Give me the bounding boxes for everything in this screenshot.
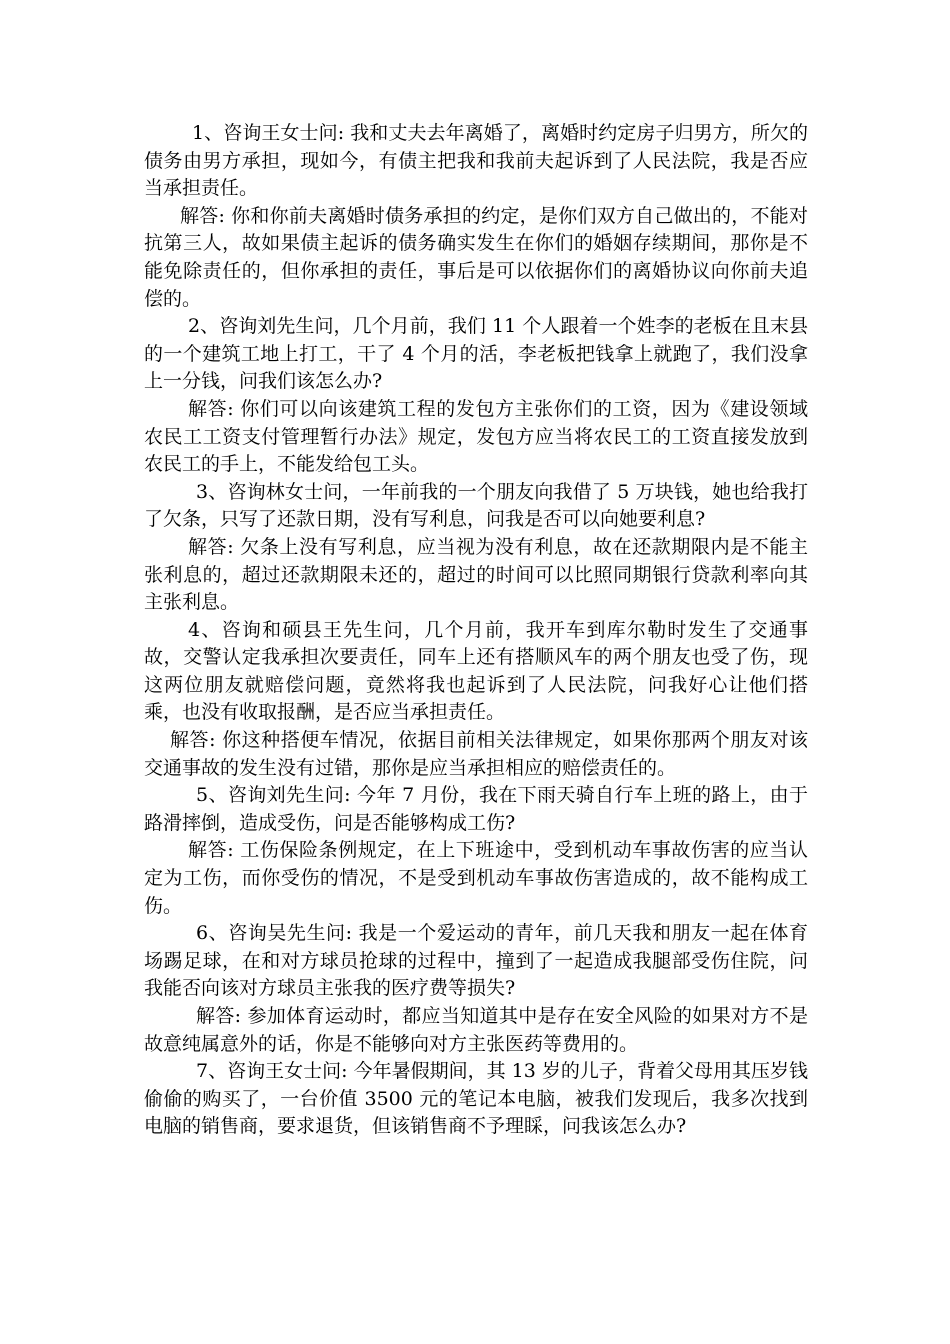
answer-6: 解答: 参加体育运动时，都应当知道其中是存在安全风险的如果对方不是故意纯属意外的话，你是不能够向对方主张医药等费用的。 bbox=[144, 1005, 808, 1055]
question-3: 3、咨询林女士问，一年前我的一个朋友向我借了 5 万块钱，她也给我打了欠条，只写了还款日期，没有写利息，问我是否可以向她要利息? bbox=[144, 480, 808, 531]
answer-1: 解答: 你和你前夫离婚时债务承担的约定，是你们双方自己做出的，不能对抗第三人，故如果债主起诉的债务确实发生在你们的婚姻存续期间，那你是不能免除责任的，但你承担的责任，事后是可以依据你们的离婚协议向你前夫追偿的。 bbox=[144, 204, 808, 310]
answer-5: 解答: 工伤保险条例规定，在上下班途中，受到机动车事故伤害的应当认定为工伤，而你受伤的情况，不是受到机动车事故伤害造成的，故不能构成工伤。 bbox=[144, 839, 808, 917]
question-4: 4、咨询和硕县王先生问，几个月前，我开车到库尔勒时发生了交通事故，交警认定我承担次要责任，同车上还有搭顺风车的两个朋友也受了伤，现这两位朋友就赔偿问题，竟然将我也起诉到了人民法院，问我好心让他们搭乘，也没有收取报酬，是否应当承担责任。 bbox=[144, 618, 808, 724]
answer-4: 解答: 你这种搭便车情况，依据目前相关法律规定，如果你那两个朋友对该交通事故的发生没有过错，那你是应当承担相应的赔偿责任的。 bbox=[144, 729, 808, 779]
answer-2: 解答: 你们可以向该建筑工程的发包方主张你们的工资，因为《建设领域农民工工资支付管理暂行办法》规定，发包方应当将农民工的工资直接发放到农民工的手上，不能发给包工头。 bbox=[144, 397, 808, 476]
question-1: 1、咨询王女士问: 我和丈夫去年离婚了，离婚时约定房子归男方，所欠的债务由男方承担，现如今，有债主把我和我前夫起诉到了人民法院，我是否应当承担责任。 bbox=[144, 122, 808, 200]
question-5: 5、咨询刘先生问: 今年 7 月份，我在下雨天骑自行车上班的路上，由于路滑摔倒，造成受伤，问是否能够构成工伤? bbox=[144, 784, 808, 834]
answer-3: 解答: 欠条上没有写利息，应当视为没有利息，故在还款期限内是不能主张利息的，超过还款期限未还的，超过的时间可以比照同期银行贷款利率向其主张利息。 bbox=[144, 535, 808, 614]
question-2: 2、咨询刘先生问，几个月前，我们 11 个人跟着一个姓李的老板在且末县的一个建筑工地上打工，干了 4 个月的活，李老板把钱拿上就跑了，我们没拿上一分钱，问我们该怎么办? bbox=[144, 315, 808, 393]
question-6: 6、咨询吴先生问: 我是一个爱运动的青年，前几天我和朋友一起在体育场踢足球，在和对方球员抢球的过程中，撞到了一起造成我腿部受伤住院，问我能否向该对方球员主张我的医疗费等损失? bbox=[144, 922, 808, 1000]
question-7: 7、咨询王女士问: 今年暑假期间，其 13 岁的儿子，背着父母用其压岁钱偷偷的购买了，一台价值 3500 元的笔记本电脑，被我们发现后，我多次找到电脑的销售商，要求退货，但该销售商不予理睬，问我该怎么办? bbox=[144, 1060, 808, 1138]
document-page bbox=[144, 120, 808, 1141]
